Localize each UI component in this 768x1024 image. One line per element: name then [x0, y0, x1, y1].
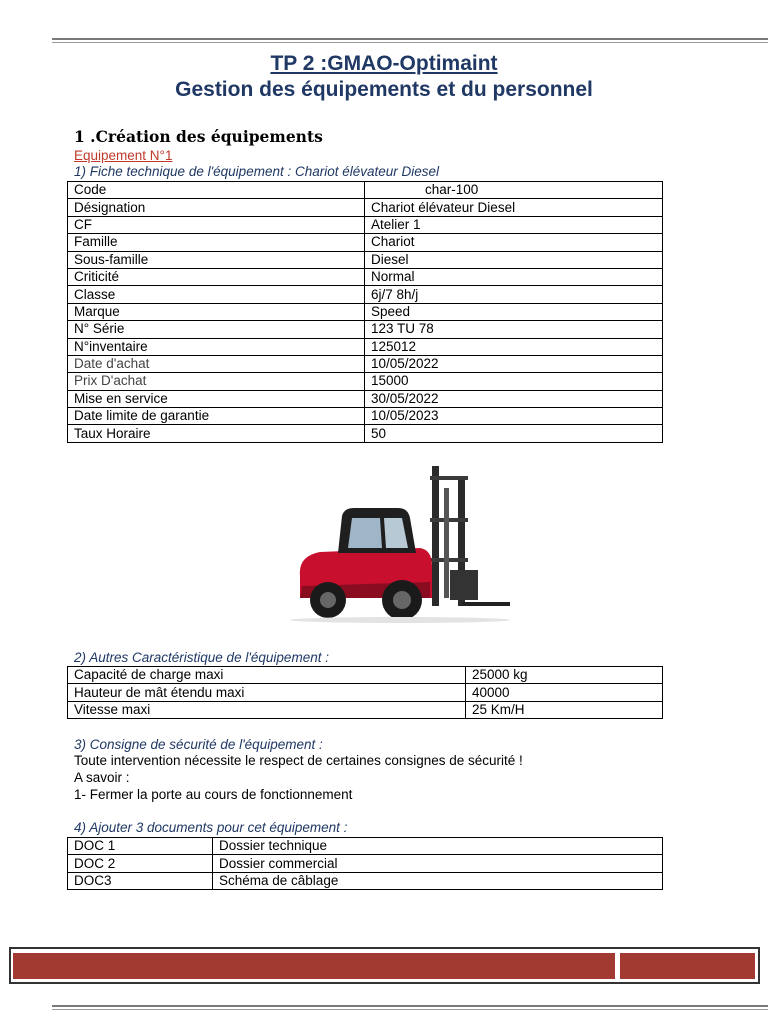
caracteristiques-table: [67, 666, 663, 719]
table-row: [68, 216, 663, 233]
row-label: Classe: [68, 286, 365, 303]
row-value: Diesel: [365, 251, 663, 268]
table-row: [68, 855, 663, 872]
footer-page-box: [620, 953, 755, 979]
row-value: 10/05/2023: [365, 408, 663, 425]
row-value: 6j/7 8h/j: [365, 286, 663, 303]
table-row: [68, 338, 663, 355]
row-value: 10/05/2022: [365, 355, 663, 372]
page-subtitle: Gestion des équipements et du personnel: [175, 78, 593, 101]
bottom-rule: [52, 1005, 768, 1013]
table-row: [68, 838, 663, 855]
row-label: Mise en service: [68, 390, 365, 407]
row-value: 125012: [365, 338, 663, 355]
equipment-number-label: Equipement N°1: [74, 148, 173, 163]
row-label: Taux Horaire: [68, 425, 365, 442]
row-value: 30/05/2022: [365, 390, 663, 407]
table-row: [68, 667, 663, 684]
table-row: [68, 286, 663, 303]
row-value: Dossier technique: [213, 838, 663, 855]
row-label: Marque: [68, 303, 365, 320]
row-value: 50: [365, 425, 663, 442]
row-label: Hauteur de mât étendu maxi: [68, 684, 466, 701]
row-value: Chariot élévateur Diesel: [365, 199, 663, 216]
row-label: Sous-famille: [68, 251, 365, 268]
row-label: DOC 2: [68, 855, 213, 872]
row-label: Code: [68, 182, 365, 199]
footer-bar: [13, 953, 615, 979]
row-label: DOC 1: [68, 838, 213, 855]
row-value: Normal: [365, 268, 663, 285]
table-row: [68, 408, 663, 425]
row-label: N°inventaire: [68, 338, 365, 355]
row-value: Atelier 1: [365, 216, 663, 233]
table-row: [68, 251, 663, 268]
row-label: Prix D'achat: [68, 373, 365, 390]
table-row: [68, 872, 663, 889]
table-row: [68, 684, 663, 701]
table-row: [68, 701, 663, 718]
table-row: [68, 355, 663, 372]
row-value: Schéma de câblage: [213, 872, 663, 889]
consigne-securite-heading: 3) Consigne de sécurité de l'équipement :: [74, 737, 323, 752]
page-title: TP 2 :GMAO-Optimaint: [270, 52, 498, 75]
documents-heading: 4) Ajouter 3 documents pour cet équipement :: [74, 820, 348, 835]
row-label: DOC3: [68, 872, 213, 889]
consigne-line: A savoir :: [74, 770, 130, 785]
fiche-technique-table: [67, 181, 663, 443]
table-row: [68, 199, 663, 216]
row-label: Criticité: [68, 268, 365, 285]
mast-left: [432, 466, 439, 606]
row-label: Vitesse maxi: [68, 701, 466, 718]
row-value: 25 Km/H: [466, 701, 663, 718]
consigne-line: 1- Fermer la porte au cours de fonctionnement: [74, 787, 353, 802]
row-value: char-100: [365, 182, 663, 199]
table-row: [68, 268, 663, 285]
row-label: Date limite de garantie: [68, 408, 365, 425]
row-label: Famille: [68, 234, 365, 251]
forklift-image: [280, 458, 515, 623]
row-value: 123 TU 78: [365, 321, 663, 338]
table-row: [68, 182, 663, 199]
row-value: Dossier commercial: [213, 855, 663, 872]
table-row: [68, 390, 663, 407]
documents-table: [67, 837, 663, 890]
row-label: N° Série: [68, 321, 365, 338]
row-label: Capacité de charge maxi: [68, 667, 466, 684]
row-label: CF: [68, 216, 365, 233]
fiche-technique-heading: 1) Fiche technique de l'équipement : Chariot élévateur Diesel: [74, 164, 440, 179]
top-rule: [52, 38, 768, 46]
row-value: 25000 kg: [466, 667, 663, 684]
table-row: [68, 321, 663, 338]
table-row: [68, 303, 663, 320]
row-label: Date d'achat: [68, 355, 365, 372]
row-value: Speed: [365, 303, 663, 320]
table-row: [68, 425, 663, 442]
row-value: Chariot: [365, 234, 663, 251]
autres-caracteristiques-heading: 2) Autres Caractéristique de l'équipement :: [74, 650, 329, 665]
consigne-line: Toute intervention nécessite le respect de certaines consignes de sécurité !: [74, 753, 523, 768]
fork: [462, 602, 510, 606]
row-value: 40000: [466, 684, 663, 701]
section-heading-equipment-creation: 1 .Création des équipements: [74, 127, 323, 146]
table-row: [68, 373, 663, 390]
table-row: [68, 234, 663, 251]
row-label: Désignation: [68, 199, 365, 216]
row-value: 15000: [365, 373, 663, 390]
